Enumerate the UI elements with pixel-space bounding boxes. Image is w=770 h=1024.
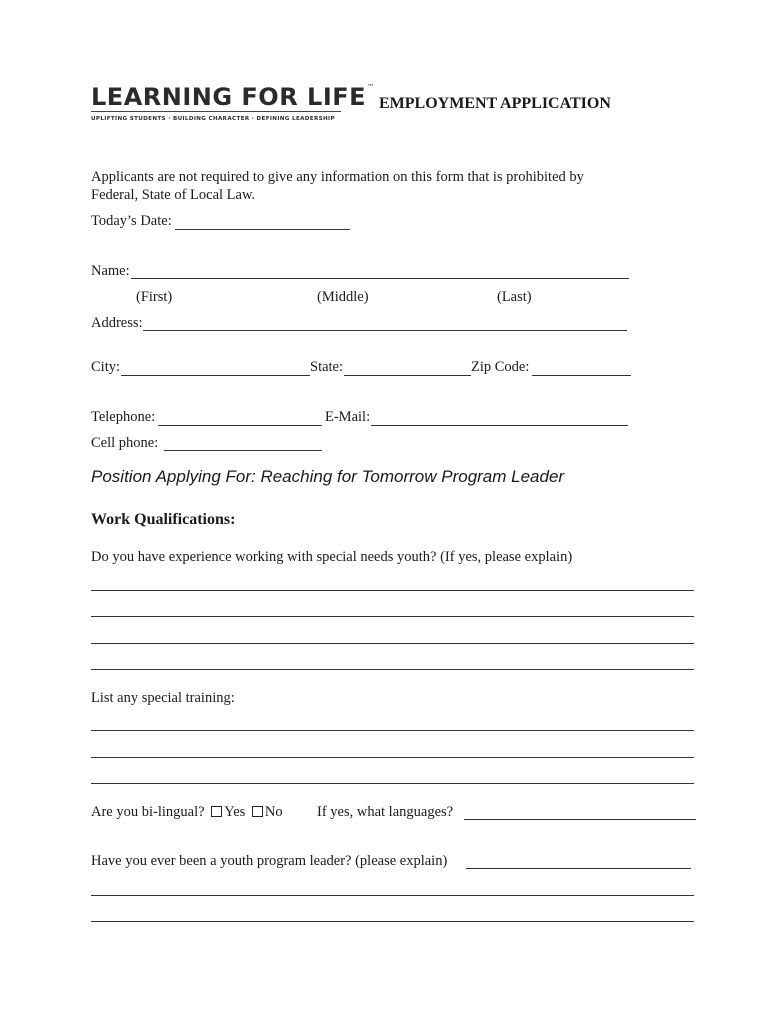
- special-training-question: List any special training:: [91, 690, 235, 706]
- no-option-label: No: [264, 804, 283, 820]
- logo-tagline: UPLIFTING STUDENTS · BUILDING CHARACTER · DEFINING LEADERSHIP: [91, 116, 335, 122]
- position-applying-for: Position Applying For: Reaching for Tomorrow Program Leader: [91, 467, 565, 486]
- bilingual-question: Are you bi-lingual?: [91, 804, 205, 820]
- logo-divider: [91, 111, 341, 112]
- special-needs-question: Do you have experience working with special needs youth? (If yes, please explain): [91, 549, 573, 565]
- special-training-answer-line[interactable]: [91, 757, 694, 758]
- logo-name: LEARNING FOR LIFE: [91, 83, 367, 111]
- languages-field[interactable]: [464, 819, 696, 820]
- state-label: State:: [310, 359, 344, 375]
- name-middle-caption: (Middle): [317, 289, 369, 305]
- state-field[interactable]: [344, 375, 471, 376]
- special-training-answer-line[interactable]: [91, 730, 694, 731]
- special-training-answer-line[interactable]: [91, 783, 694, 784]
- address-label: Address:: [91, 315, 143, 331]
- name-last-caption: (Last): [497, 289, 532, 305]
- city-field[interactable]: [121, 375, 310, 376]
- languages-question: If yes, what languages?: [317, 804, 454, 820]
- logo: [91, 83, 375, 111]
- city-label: City:: [91, 359, 121, 375]
- email-field[interactable]: [371, 425, 628, 426]
- todays-date-field[interactable]: [175, 229, 350, 230]
- name-first-caption: (First): [136, 289, 173, 305]
- yes-option-label: Yes: [224, 804, 246, 820]
- logo-trademark: ™: [367, 83, 375, 91]
- disclaimer-line-1: Applicants are not required to give any information on this form that is prohibited by: [91, 169, 584, 185]
- no-checkbox[interactable]: [252, 806, 263, 817]
- special-needs-answer-line[interactable]: [91, 643, 694, 644]
- telephone-label: Telephone:: [91, 409, 156, 425]
- zip-code-label: Zip Code:: [471, 359, 530, 375]
- cell-phone-label: Cell phone:: [91, 435, 159, 451]
- bilingual-row: [91, 804, 283, 821]
- todays-date-label: Today’s Date:: [91, 213, 172, 229]
- zip-code-field[interactable]: [532, 375, 631, 376]
- telephone-field[interactable]: [158, 425, 322, 426]
- cell-phone-field[interactable]: [164, 450, 322, 451]
- document-title: EMPLOYMENT APPLICATION: [379, 95, 611, 112]
- work-qualifications-heading: Work Qualifications:: [91, 511, 236, 528]
- youth-leader-answer-line[interactable]: [91, 895, 694, 896]
- name-label: Name:: [91, 263, 130, 279]
- yes-checkbox[interactable]: [211, 806, 222, 817]
- youth-leader-question: Have you ever been a youth program leader? (please explain): [91, 853, 448, 869]
- special-needs-answer-line[interactable]: [91, 669, 694, 670]
- disclaimer-line-2: Federal, State of Local Law.: [91, 187, 256, 203]
- special-needs-answer-line[interactable]: [91, 590, 694, 591]
- address-field[interactable]: [143, 330, 627, 331]
- email-label: E-Mail:: [325, 409, 371, 425]
- youth-leader-field[interactable]: [466, 868, 691, 869]
- name-field[interactable]: [131, 278, 629, 279]
- youth-leader-answer-line[interactable]: [91, 921, 694, 922]
- special-needs-answer-line[interactable]: [91, 616, 694, 617]
